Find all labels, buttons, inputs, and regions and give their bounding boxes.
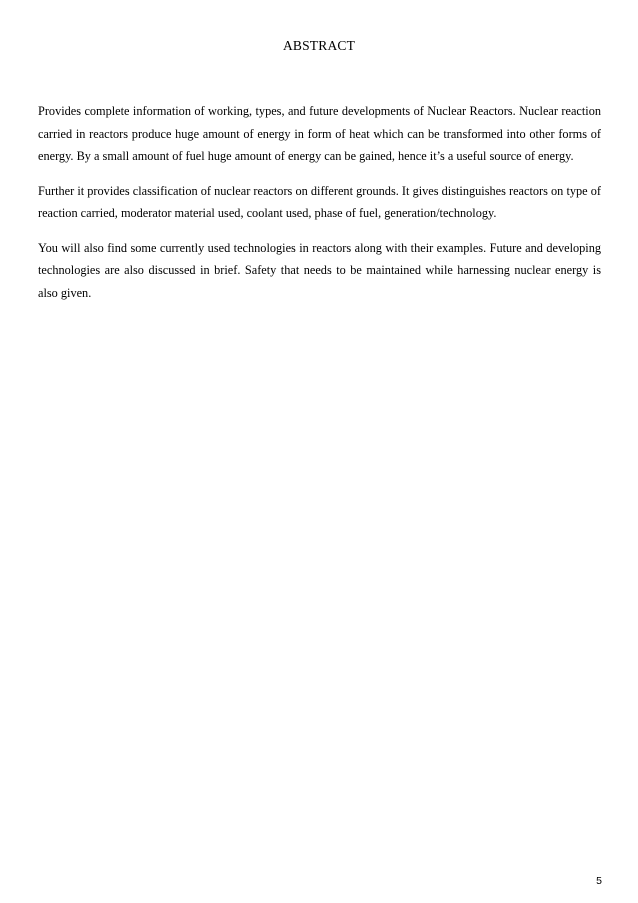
abstract-paragraph-2: Further it provides classification of nuclear reactors on different grounds. It gives distinguishes reactors on type of reaction carried, moderator material used, coolant used, phase of fuel, generation/technology. <box>38 183 601 220</box>
abstract-body <box>38 100 601 316</box>
abstract-paragraph-3: You will also find some currently used technologies in reactors along with their examples. Future and developing technologies are also discussed in brief. Safety that needs to be maintained while harnessing nuclear energy is also given. <box>38 240 601 300</box>
page-number: 5 <box>596 875 602 887</box>
page-title: ABSTRACT <box>282 38 356 53</box>
abstract-paragraph-1: Provides complete information of working, types, and future developments of Nuclear Reactors. Nuclear reaction carried in reactors produce huge amount of energy in form of heat which can be transformed into other forms of energy. By a small amount of fuel huge amount of energy can be gained, hence it’s a useful source of energy. <box>38 104 601 163</box>
